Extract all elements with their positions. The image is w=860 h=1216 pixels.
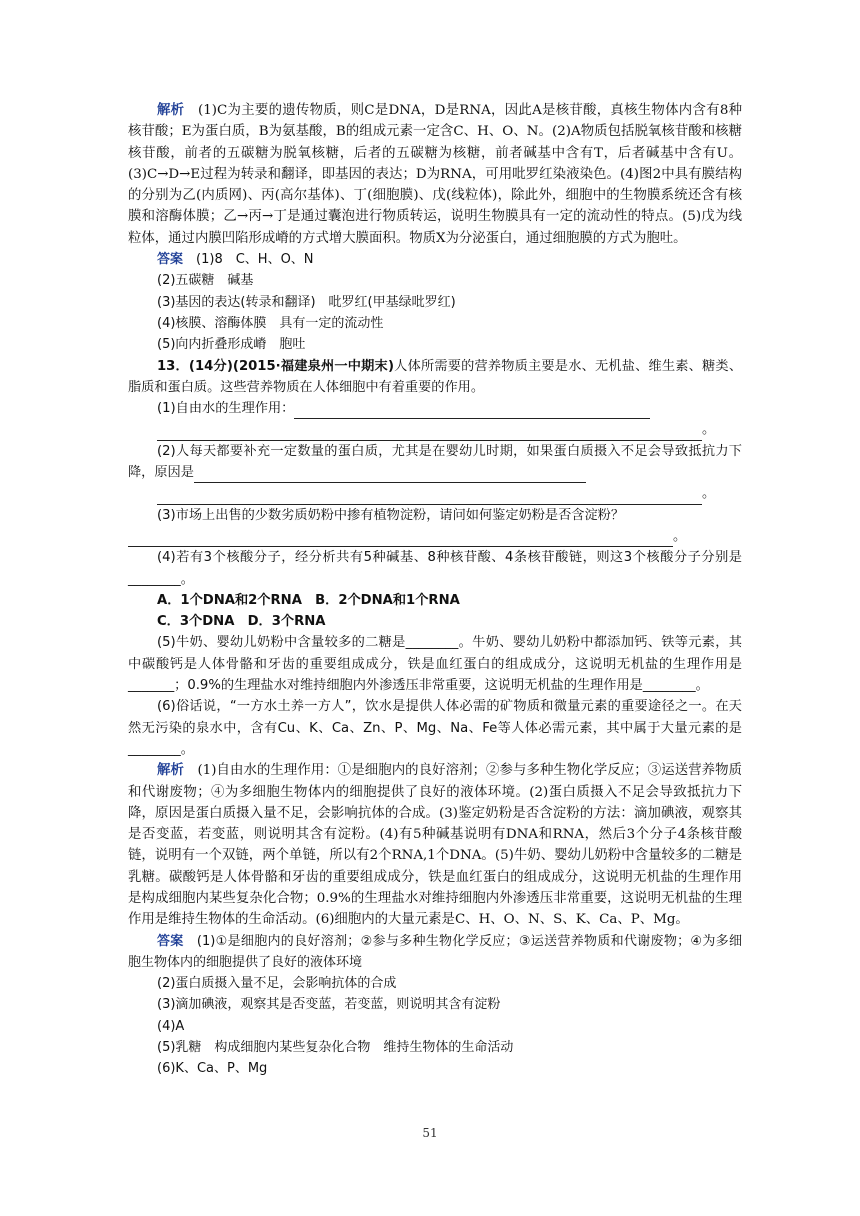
prev-answer-line-4: (4)核膜、溶酶体膜 具有一定的流动性 [157, 315, 384, 331]
question-13-part-3: (3)市场上出售的少数劣质奶粉中掺有植物淀粉，请问如何鉴定奶粉是否含淀粉？ [157, 507, 625, 523]
q13-answer-line-5: (5)乳糖 构成细胞内某些复杂化合物 维持生物体的生命活动 [157, 1040, 514, 1056]
question-13-part-4: (4)若有3个核酸分子，经分析共有5种碱基、8种核苷酸、4条核苷酸链，则这3个核酸分子分别是________。 [128, 550, 742, 587]
prev-analysis-paragraph [128, 100, 742, 249]
answer-blank[interactable] [157, 426, 702, 441]
q13-answer-line-2: (2)蛋白质摄入量不足，会影响抗体的合成 [157, 976, 397, 992]
question-13-part-3-line-2: 。 [128, 526, 742, 547]
prev-answer-line-5: (5)向内折叠形成嵴 胞吐 [157, 337, 306, 353]
analysis-label: 解析 [157, 762, 184, 779]
q13-answer-line-4: (4)A [157, 1018, 185, 1034]
answer-label: 答案 [157, 252, 184, 268]
question-13-part-2: (2)人每天都要补充一定数量的蛋白质，尤其是在婴幼儿时期，如果蛋白质摄入不足会导致抵抗力下降，原因是 [128, 441, 742, 484]
question-13-part-1: (1)自由水的生理作用： [128, 398, 742, 419]
q13-answer-line-3: (3)滴加碘液，观察其是否变蓝，若变蓝，则说明其含有淀粉 [157, 997, 501, 1013]
answer-blank[interactable] [157, 490, 702, 505]
analysis-label: 解析 [157, 102, 185, 118]
answer-label: 答案 [157, 933, 184, 949]
q13-analysis-paragraph [128, 760, 742, 930]
prev-analysis-text: (1)C为主要的遗传物质，则C是DNA，D是RNA，因此A是核苷酸，真核生物体内含有8种核苷酸；E为蛋白质，B为氨基酸，B的组成元素一定含C、H、O、N。(2)A物质包括脱氧核苷酸和核糖核苷酸，前者的五碳糖为脱氧核糖，后者的五碳糖为核糖，前者碱基中含有T，后者碱基中含有U。(3)C→D→E过程为转录和翻译，即基因的表达；D为RNA，可用吡罗红染液染色。(4)图2中具有膜结构的分别为乙(内质网)、丙(高尔基体)、丁(细胞膜)、戊(线粒体)，除此外，细胞中的生物膜系统还含有核膜和溶酶体膜；乙→丙→丁是通过囊泡进行物质转运，说明生物膜具有一定的流动性的特点。(5)戊为线粒体，通过内膜凹陷形成嵴的方式增大膜面积。物质X为分泌蛋白，通过细胞膜的方式为胞吐。 [128, 103, 743, 246]
page-content [128, 100, 742, 1080]
q13-analysis-text: (1)自由水的生理作用：①是细胞内的良好溶剂；②参与多种生物化学反应；③运送营养物质和代谢废物；④为多细胞生物体内的细胞提供了良好的液体环境。(2)蛋白质摄入不足会导致抵抗力下降，原因是蛋白质摄入量不足，会影响抗体的合成。(3)鉴定奶粉是否含淀粉的方法：滴加碘液，观察其是否变蓝，若变蓝，则说明其含有淀粉。(4)有5种碱基说明有DNA和RNA，然后3个分子4条核苷酸链，说明有一个双链，两个单链，所以有2个RNA,1个DNA。(5)牛奶、婴幼儿奶粉中含量较多的二糖是乳糖。碳酸钙是人体骨骼和牙齿的重要组成成分，铁是血红蛋白的组成成分，这说明无机盐的生理作用是构成细胞内某些复杂化合物；0.9%的生理盐水对维持细胞内外渗透压非常重要，这说明无机盐的生理作用是维持生物体的生命活动。(6)细胞内的大量元素是C、H、O、N、S、K、Ca、P、Mg。 [128, 763, 743, 928]
question-13-part-1-line-2: 。 [128, 419, 742, 440]
question-13-header: 13．(14分)(2015·福建泉州一中期末) [157, 358, 394, 374]
prev-answer-line-2: (2)五碳糖 碱基 [157, 273, 254, 289]
prev-answer-line-1: 答案 (1)8 C、H、O、N [157, 252, 314, 268]
question-13-options-2: C．3个DNA D．3个RNA [157, 614, 326, 630]
question-13-part-2-line-2: 。 [128, 483, 742, 504]
question-13-part-6: (6)俗话说，“一方水土养一方人”，饮水是提供人体必需的矿物质和微量元素的重要途径之一。在天然无污染的泉水中，含有Cu、K、Ca、Zn、P、Mg、Na、Fe等人体必需元素，其中属于大量元素的是________。 [128, 699, 742, 757]
answer-blank[interactable] [128, 532, 673, 547]
q13-answer-line-1: 答案 (1)①是细胞内的良好溶剂；②参与多种生物化学反应；③运送营养物质和代谢废物；④为多细胞生物体内的细胞提供了良好的液体环境 [128, 933, 742, 970]
question-13-stem: 13．(14分)(2015·福建泉州一中期末)人体所需要的营养物质主要是水、无机盐、维生素、糖类、脂质和蛋白质。这些营养物质在人体细胞中有着重要的作用。 [128, 358, 743, 395]
page-number: 51 [422, 1126, 438, 1140]
question-13-part-5: (5)牛奶、婴幼儿奶粉中含量较多的二糖是________。牛奶、婴幼儿奶粉中都添加钙、铁等元素，其中碳酸钙是人体骨骼和牙齿的重要组成成分，铁是血红蛋白的组成成分，这说明无机盐的生理作用是_______；0.9%的生理盐水对维持细胞内外渗透压非常重要，这说明无机盐的生理作用是________。 [128, 635, 742, 694]
answer-blank[interactable] [294, 404, 650, 419]
answer-blank[interactable] [194, 468, 586, 483]
q13-answer-line-6: (6)K、Ca、P、Mg [157, 1061, 268, 1077]
question-13-options-1: A．1个DNA和2个RNA B．2个DNA和1个RNA [157, 592, 460, 608]
prev-answer-line-3: (3)基因的表达(转录和翻译) 吡罗红(甲基绿吡罗红) [157, 294, 456, 310]
